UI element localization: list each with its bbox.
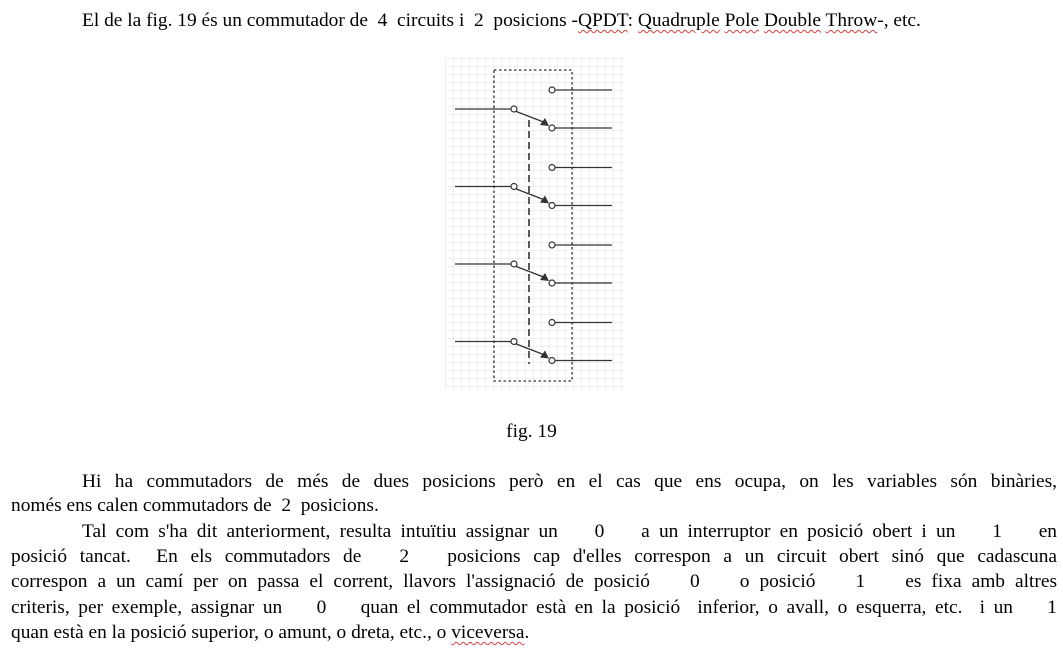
p2-text-4: criteris, per exemple, assignar un 0 quan el commutador està en la posició inferior, o avall, o esquerra, etc. i un 1: [11, 597, 1057, 618]
bottom-terminal: [549, 203, 555, 209]
quadruple-term: Quadruple: [637, 10, 720, 31]
pivot-terminal: [511, 106, 517, 112]
p2-period: .: [524, 622, 530, 643]
p2-line2: [11, 545, 1057, 569]
p1-text-1: Hi ha commutadors de més de dues posicions però en el cas que ens ocupa, on les variables són binàries,: [82, 471, 1057, 492]
bottom-terminal: [549, 280, 555, 286]
pivot-terminal: [511, 261, 517, 267]
top-terminal: [549, 87, 555, 93]
bottom-terminal: [549, 125, 555, 131]
grid-background: [445, 58, 625, 390]
top-terminal: [549, 242, 555, 248]
top-terminal: [549, 320, 555, 326]
p2-line3: [11, 570, 1057, 594]
intro-tail: -, etc.: [877, 10, 921, 31]
p2-line5: [11, 621, 1057, 645]
qpdt-term: QPDT: [577, 10, 628, 31]
p1-line1: [82, 470, 1057, 494]
pivot-terminal: [511, 339, 517, 345]
bottom-terminal: [549, 358, 555, 364]
intro-line: [82, 9, 1057, 33]
intro-text: El de la fig. 19 és un commutador de 4 circuits i 2 posicions -: [82, 10, 578, 31]
p2-text-1: Tal com s'ha dit anteriorment, resulta intuïtiu assignar un 0 a un interruptor en posició obert i un 1 en: [82, 521, 1057, 542]
colon: :: [627, 10, 638, 31]
pivot-terminal: [511, 184, 517, 190]
p2-line1: [82, 520, 1057, 544]
double-term: Double: [763, 10, 822, 31]
p2-text-5: quan està en la posició superior, o amunt, o dreta, etc., o: [11, 622, 452, 643]
p2-text-2: posició tancat. En els commutadors de 2 posicions cap d'elles correspon a un circuit obert sinó que cadascuna: [11, 546, 1057, 567]
p2-line4: [11, 596, 1057, 620]
viceversa-term: viceversa: [451, 622, 525, 643]
top-terminal: [549, 165, 555, 171]
figure-caption: fig. 19: [506, 421, 557, 442]
p1-line2: només ens calen commutadors de 2 posicions.: [11, 495, 379, 516]
throw-term: Throw: [825, 10, 878, 31]
qpdt-switch-diagram: [445, 58, 625, 390]
p2-text-3: correspon a un camí per on passa el corrent, llavors l'assignació de posició 0 o posició 1 es fixa amb altres: [11, 571, 1057, 592]
pole-term: Pole: [724, 10, 760, 31]
